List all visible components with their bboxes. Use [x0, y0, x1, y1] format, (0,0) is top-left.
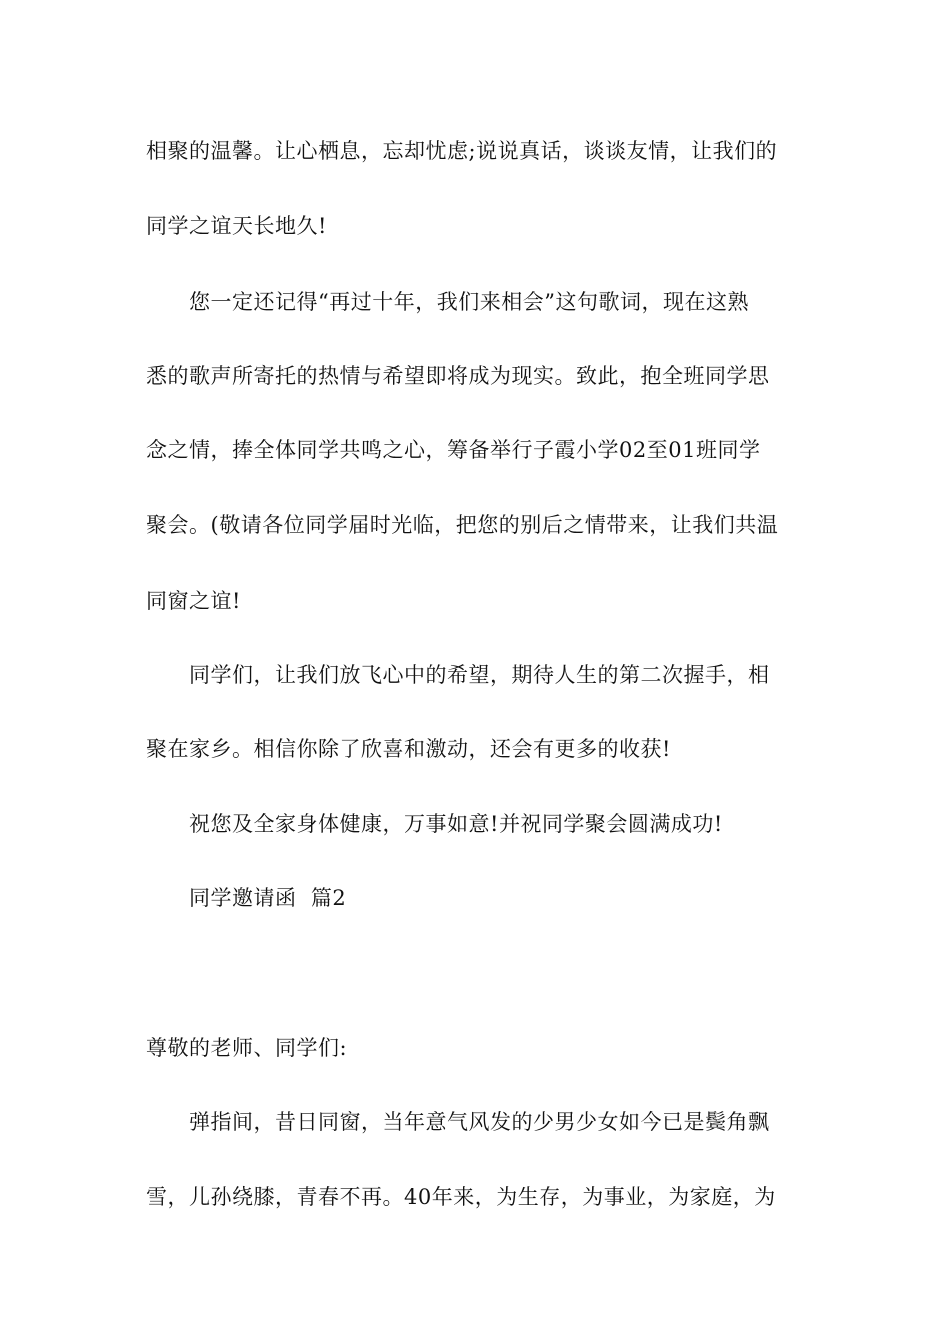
text-line: 念之情，捧全体同学共鸣之心，筹备举行子霞小学02至01班同学: [146, 438, 761, 462]
salutation: 尊敬的老师、同学们:: [146, 1036, 348, 1060]
text-line: 祝您及全家身体健康，万事如意!并祝同学聚会圆满成功!: [189, 812, 723, 836]
text-line: 相聚的温馨。让心栖息，忘却忧虑;说说真话，谈谈友情，让我们的: [146, 139, 778, 163]
text-line: 您一定还记得“再过十年，我们来相会”这句歌词，现在这熟: [189, 290, 749, 314]
text-line: 同学们，让我们放飞心中的希望，期待人生的第二次握手，相: [189, 663, 770, 687]
text-line: 雪，儿孙绕膝，青春不再。40年来，为生存，为事业，为家庭，为: [146, 1185, 776, 1209]
text-line: 同学之谊天长地久!: [146, 214, 327, 238]
section-heading: 同学邀请函 篇2: [189, 886, 347, 910]
text-line: 弹指间，昔日同窗，当年意气风发的少男少女如今已是鬓角飘: [189, 1110, 770, 1134]
text-line: 悉的歌声所寄托的热情与希望即将成为现实。致此，抱全班同学思: [146, 364, 770, 388]
text-line: 同窗之谊!: [146, 589, 241, 613]
text-line: 聚在家乡。相信你除了欣喜和激动，还会有更多的收获!: [146, 737, 671, 761]
text-line: 聚会。(敬请各位同学届时光临，把您的别后之情带来，让我们共温: [146, 513, 779, 537]
